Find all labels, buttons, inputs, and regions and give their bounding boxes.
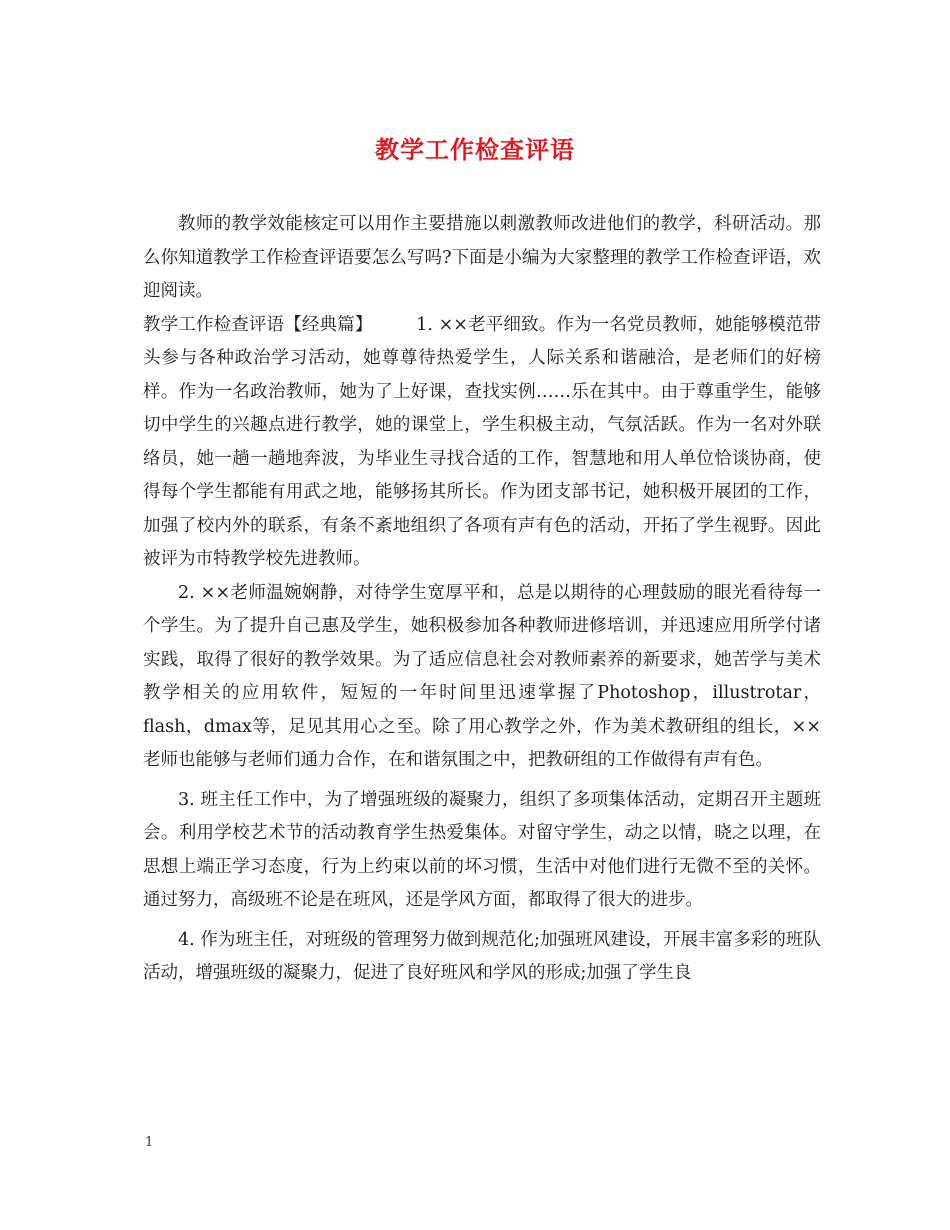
section-heading: 教学工作检查评语【经典篇】 xyxy=(143,314,373,335)
intro-paragraph: 教师的教学效能核定可以用作主要措施以刺激教师改进他们的教学，科研活动。那么你知道教学工作检查评语要怎么写吗?下面是小编为大家整理的教学工作检查评语，欢迎阅读。 xyxy=(143,214,821,301)
item-1-paragraph xyxy=(143,309,821,577)
item-4-paragraph: 4. 作为班主任，对班级的管理努力做到规范化;加强班风建设，开展丰富多彩的班队活动，增强班级的凝聚力，促进了良好班风和学风的形成;加强了学生良 xyxy=(143,929,821,983)
document-body xyxy=(143,208,821,991)
item-1-number: 1. xyxy=(416,314,433,335)
item-2-paragraph: 2. ××老师温婉娴静，对待学生宽厚平和，总是以期待的心理鼓励的眼光看待每一个学生。为了提升自己惠及学生，她积极参加各种教师进修培训，并迅速应用所学付诸实践，取得了很好的教学效果。为了适应信息社会对教师素养的新要求，她苦学与美术教学相关的应用软件，短短的一年时间里迅速掌握了Photoshop，illustrotar，flash，dmax等，足见其用心之至。除了用心教学之外，作为美术教研组的组长，××老师也能够与老师们通力合作，在和谐氛围之中，把教研组的工作做得有声有色。 xyxy=(143,582,821,770)
item-3-paragraph: 3. 班主任工作中，为了增强班级的凝聚力，组织了多项集体活动，定期召开主题班会。利用学校艺术节的活动教育学生热爱集体。对留守学生，动之以情，晓之以理，在思想上端正学习态度，行为上约束以前的坏习惯，生活中对他们进行无微不至的关怀。通过努力，高级班不论是在班风，还是学风方面，都取得了很大的进步。 xyxy=(143,789,821,910)
document-title: 教学工作检查评语 xyxy=(375,135,575,164)
item-1-text: ××老平细致。作为一名党员教师，她能够模范带头参与各种政治学习活动，她尊尊待热爱学生，人际关系和谐融洽，是老师们的好榜样。作为一名政治教师，她为了上好课，查找实例……乐在其中。由于尊重学生，能够切中学生的兴趣点进行教学，她的课堂上，学生积极主动，气氛活跃。作为一名对外联络员，她一趟一趟地奔波，为毕业生寻找合适的工作，智慧地和用人单位恰谈协商，使得每个学生都能有用武之地，能够扬其所长。作为团支部书记，她积极开展团的工作，加强了校内外的联系，有条不紊地组织了各项有声有色的活动，开拓了学生视野。因此被评为市特教学校先进教师。 xyxy=(143,314,821,569)
page-number: 1 xyxy=(145,1135,154,1150)
